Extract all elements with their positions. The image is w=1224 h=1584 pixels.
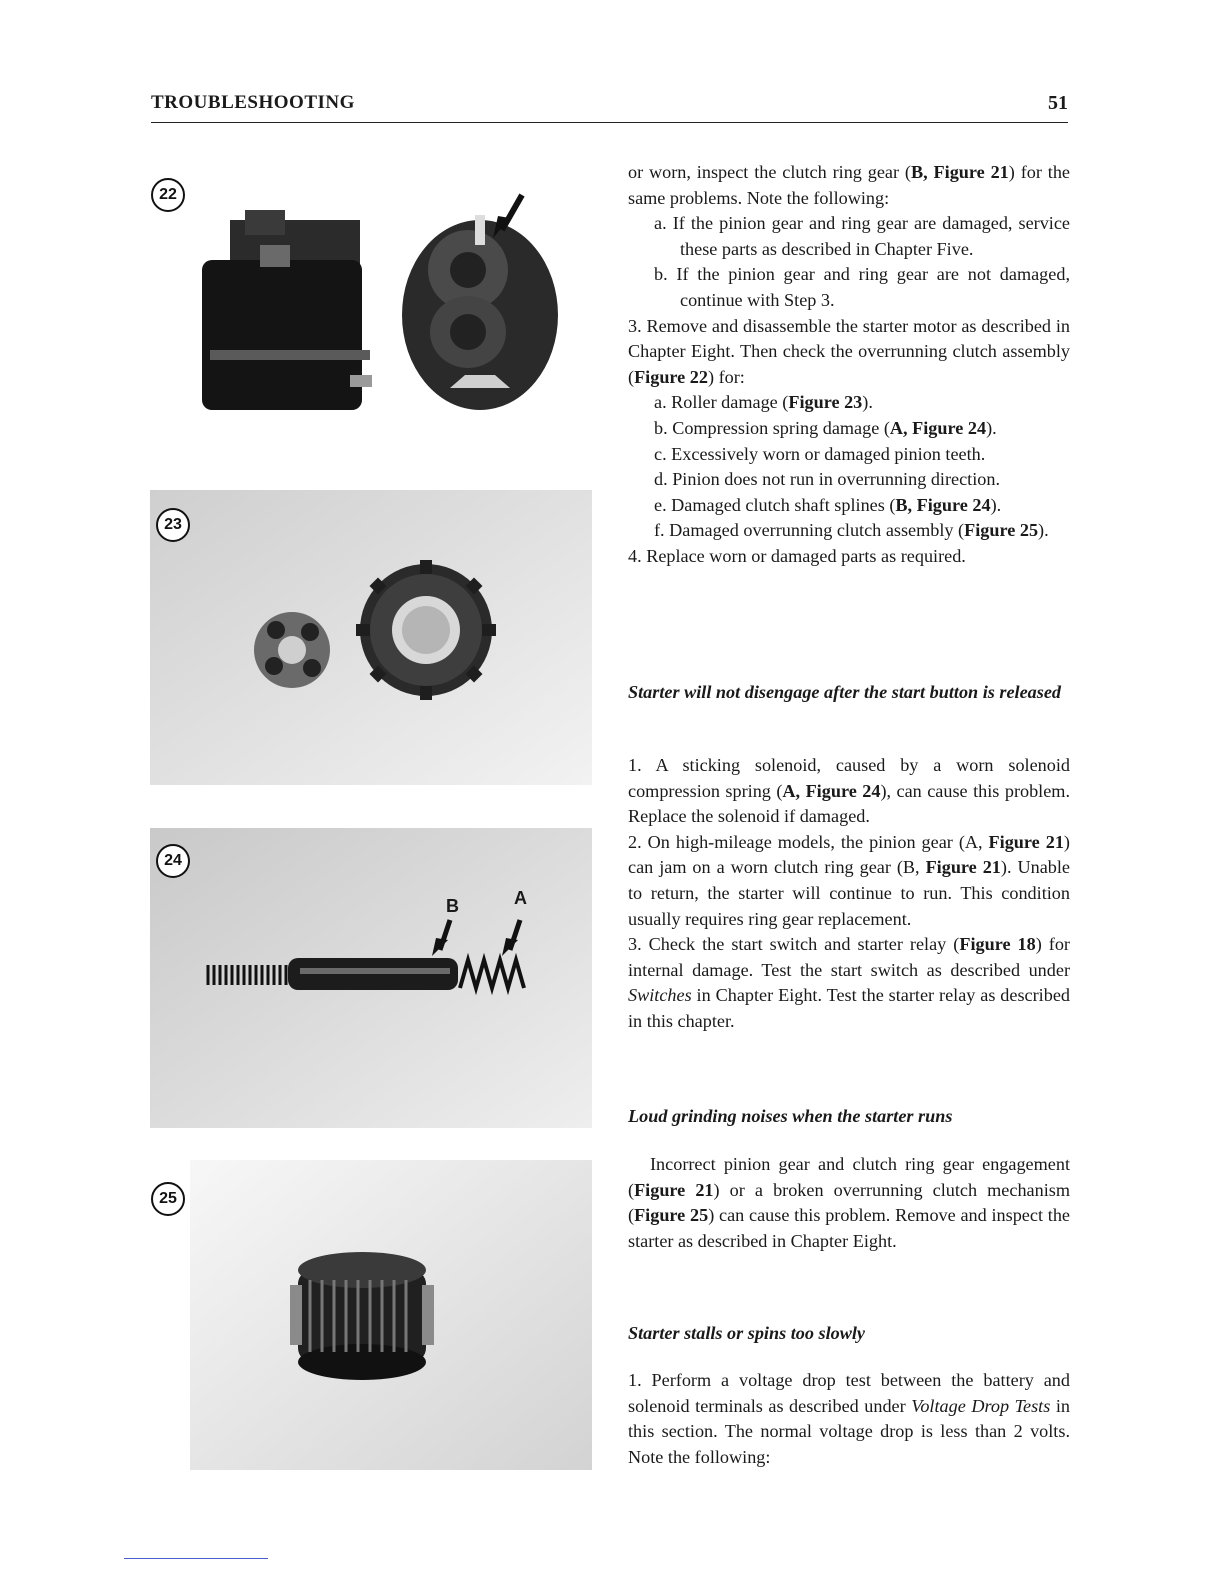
list-item-clutch: f. Damaged overrunning clutch assembly (Figure 25). (654, 520, 1049, 541)
roller-and-gear-photo (150, 490, 592, 785)
subheading-stalls: Starter stalls or spins too slowly (628, 1323, 865, 1343)
figure-25 (150, 1160, 592, 1470)
page-number: 51 (1048, 92, 1068, 114)
subheading-disengage: Starter will not disengage after the start button is released (628, 682, 1062, 702)
list-item-pinion: d. Pinion does not run in overrunning direction. (654, 469, 1001, 490)
figure-number-23: 23 (156, 508, 190, 542)
header-rule (151, 122, 1068, 123)
grinding-paragraph: Incorrect pinion gear and clutch ring gear engagement (Figure 21) or a broken overrunning clutch mechanism (Figure 25) can cause this problem. Remove and inspect the starter as described in Chapter Eight. (628, 1154, 1070, 1251)
list-item-a1: a. If the pinion gear and ring gear are damaged, service these parts as described in Chapter Five. (654, 213, 1071, 259)
figure-number-22: 22 (151, 178, 185, 212)
label-b: B (446, 896, 459, 916)
list-item-b1: b. If the pinion gear and ring gear are not damaged, continue with Step 3. (654, 264, 1070, 310)
disengage-step-2: 2. On high-mileage models, the pinion gear (A, Figure 21) can jam on a worn clutch ring gear (B, Figure 21). Unable to return, the starter will continue to run. This condition usually requires ring gear replacement. (628, 831, 1070, 929)
list-item-roller: a. Roller damage (Figure 23). (654, 392, 873, 413)
section-grinding-body (628, 1152, 1070, 1254)
starter-clutch-photo (150, 160, 590, 420)
section-stalls-body (628, 1368, 1070, 1470)
step-3: 3. Remove and disassemble the starter motor as described in Chapter Eight. Then check the overrunning clutch assembly (Figure 22) for: (628, 315, 1070, 387)
spring-and-shaft-photo (150, 828, 592, 1128)
section-title: TROUBLESHOOTING (151, 92, 355, 113)
section-disengage (628, 680, 1070, 706)
paragraph-intro: or worn, inspect the clutch ring gear (B, Figure 21) for the same problems. Note the following: (628, 162, 1070, 208)
list-item-teeth: c. Excessively worn or damaged pinion teeth. (654, 443, 986, 464)
step-4: 4. Replace worn or damaged parts as required. (628, 545, 966, 566)
label-a: A (514, 888, 527, 908)
figure-number-25: 25 (151, 1182, 185, 1216)
section-stalls (628, 1321, 1070, 1347)
figure-24 (150, 828, 592, 1128)
list-item-compression: b. Compression spring damage (A, Figure 24). (654, 417, 997, 438)
subheading-grinding: Loud grinding noises when the starter runs (628, 1106, 953, 1126)
disengage-step-1: 1. A sticking solenoid, caused by a worn solenoid compression spring (A, Figure 24), can cause this problem. Replace the solenoid if damaged. (628, 755, 1071, 827)
disengage-step-3: 3. Check the start switch and starter relay (Figure 18) for internal damage. Test the start switch as described under Switches in Chapter Eight. Test the starter relay as described in this chapter. (628, 934, 1070, 1031)
figure-22 (150, 160, 590, 420)
figure-23 (150, 490, 592, 785)
body-text-column (628, 160, 1070, 570)
section-disengage-body (628, 753, 1070, 1035)
footer-rule (124, 1558, 268, 1559)
list-item-splines: e. Damaged clutch shaft splines (B, Figure 24). (654, 494, 1002, 515)
stalls-step-1: 1. Perform a voltage drop test between the battery and solenoid terminals as described under Voltage Drop Tests in this section. The normal voltage drop is less than 2 volts. Note the following: (628, 1370, 1070, 1467)
page-header (151, 92, 1068, 122)
section-grinding (628, 1104, 1070, 1130)
figure-number-24: 24 (156, 844, 190, 878)
overrunning-clutch-photo (150, 1160, 592, 1470)
